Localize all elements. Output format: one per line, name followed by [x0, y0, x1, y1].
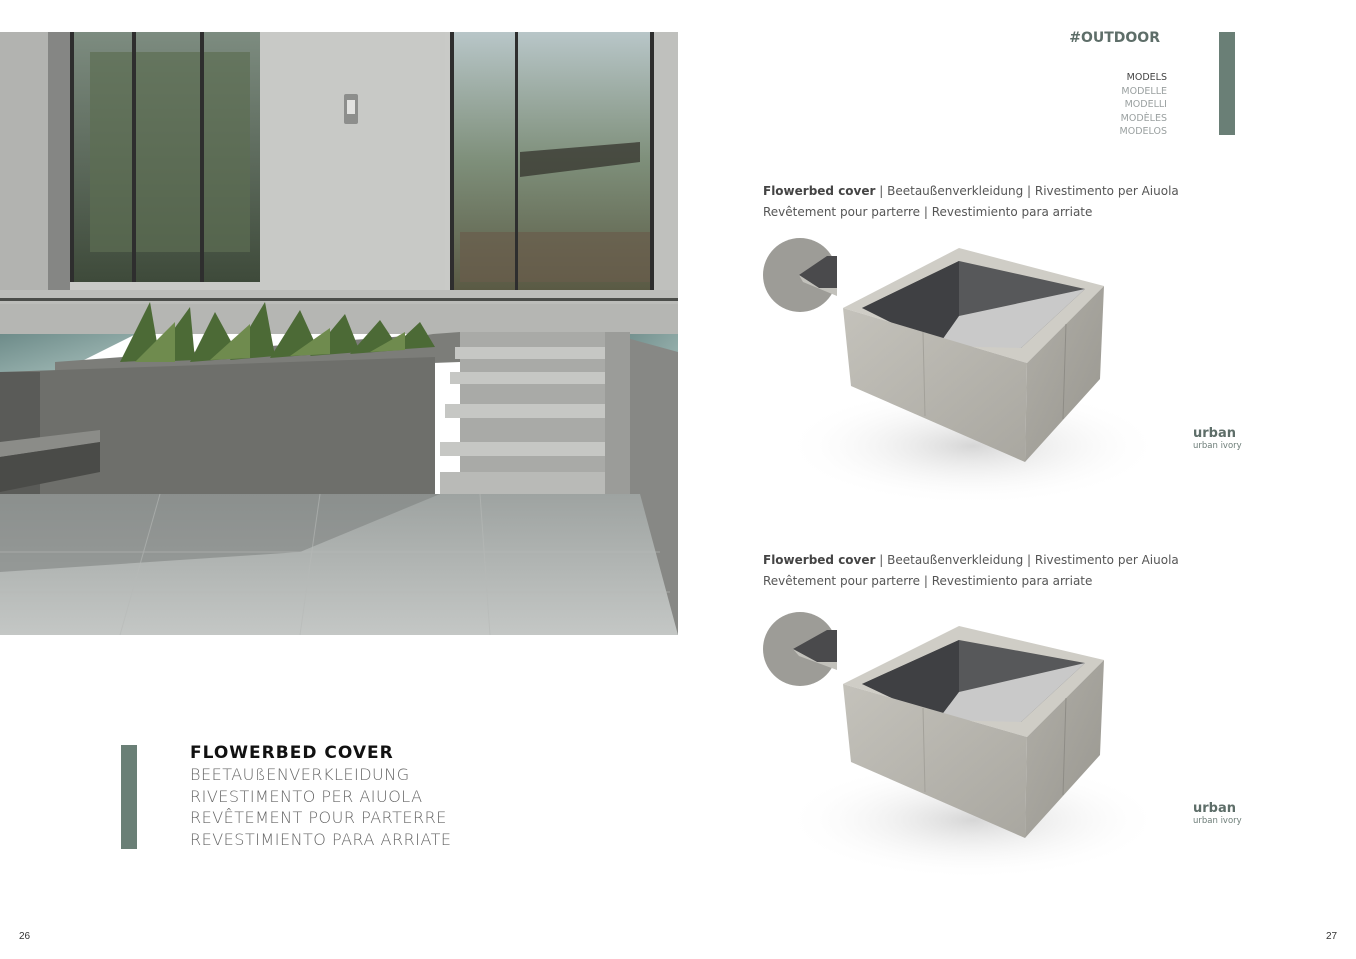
caption-line-2: Revêtement pour parterre | Revestimiento para arriate: [763, 574, 1093, 588]
models-label-it: MODELLI: [1124, 99, 1167, 111]
caption-rest: | Beetaußenverkleidung | Rivestimento per Aiuola: [875, 553, 1179, 567]
heading-translation-es: REVESTIMIENTO PARA ARRIATE: [190, 829, 452, 849]
product-caption: [763, 181, 1183, 223]
section-heading: [190, 742, 510, 850]
models-label-de: MODELLE: [1121, 85, 1167, 97]
model-variant: urban ivory: [1193, 441, 1242, 451]
accent-bar: [121, 745, 137, 849]
caption-rest: | Beetaußenverkleidung | Rivestimento per Aiuola: [875, 184, 1179, 198]
page-number-right: 27: [1326, 931, 1338, 942]
models-list: [1080, 71, 1167, 139]
model-label: [1193, 427, 1273, 451]
heading-title: FLOWERBED COVER: [190, 743, 394, 763]
model-variant: urban ivory: [1193, 816, 1242, 826]
product-caption: [763, 550, 1183, 592]
product-image: [763, 226, 1183, 508]
page-number-left: 26: [19, 931, 31, 942]
model-name: urban: [1193, 801, 1236, 816]
caption-line-2: Revêtement pour parterre | Revestimiento para arriate: [763, 205, 1093, 219]
section-tag: #OUTDOOR: [1069, 30, 1160, 46]
models-label-es: MODELOS: [1119, 126, 1167, 138]
heading-translation-fr: REVÊTEMENT POUR PARTERRE: [190, 808, 447, 827]
models-label-fr: MODÈLES: [1120, 112, 1167, 124]
heading-translation-it: RIVESTIMENTO PER AIUOLA: [190, 786, 423, 806]
caption-bold: Flowerbed cover: [763, 184, 876, 198]
hero-photo: [0, 32, 678, 635]
model-name: urban: [1193, 426, 1236, 441]
heading-translation-de: BEETAUßENVERKLEIDUNG: [190, 765, 410, 784]
model-label: [1193, 802, 1273, 826]
accent-bar-right: [1219, 32, 1235, 135]
models-label-en: MODELS: [1126, 72, 1167, 83]
product-image: [763, 600, 1183, 882]
caption-bold: Flowerbed cover: [763, 553, 876, 567]
